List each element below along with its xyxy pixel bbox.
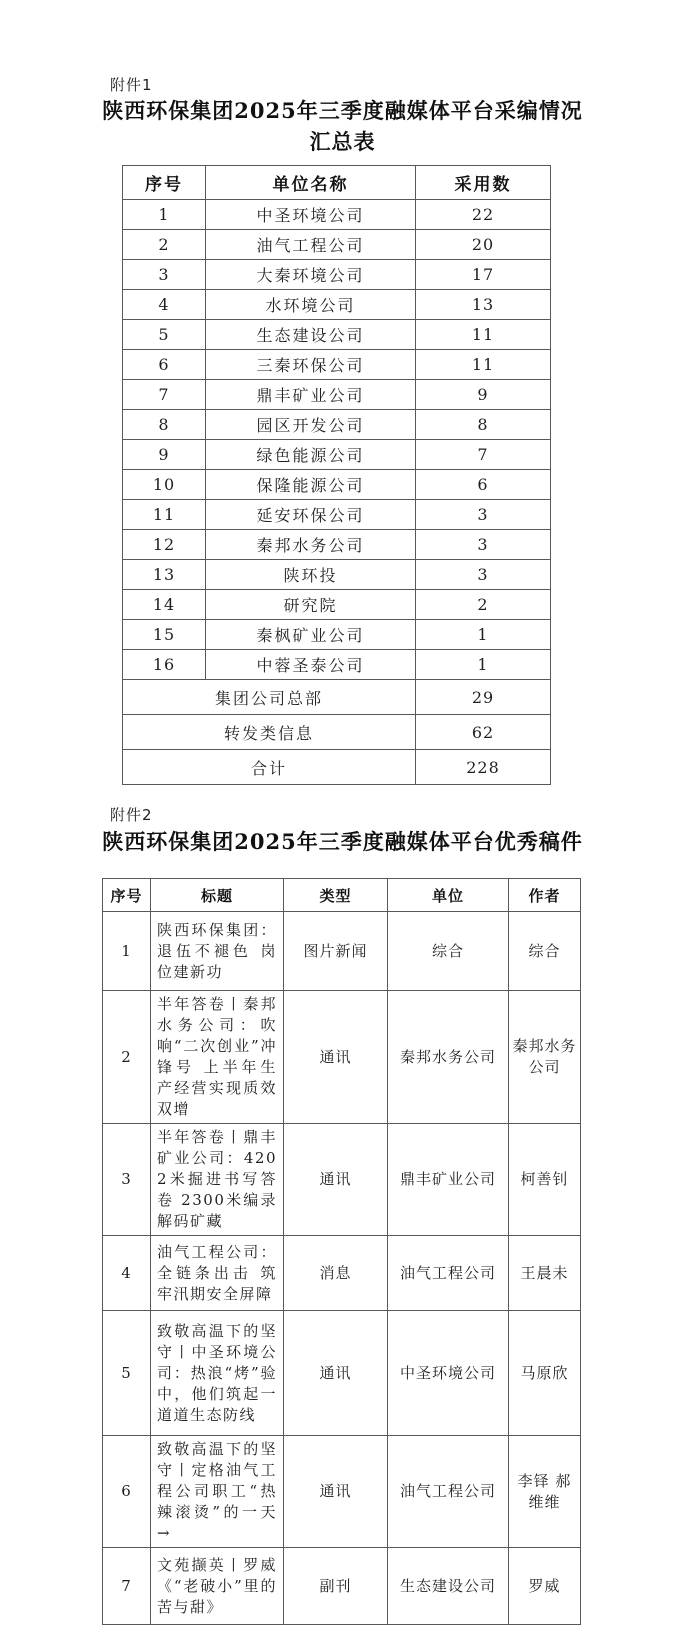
- article-title: 半年答卷丨鼎丰矿业公司：4202米掘进书写答卷 2300米编录解码矿藏: [151, 1124, 284, 1236]
- article-type: 副刊: [284, 1548, 388, 1625]
- adopt-count: 17: [416, 260, 551, 290]
- row-index: 15: [123, 620, 206, 650]
- adopt-count: 228: [416, 750, 551, 785]
- table-row: [103, 1548, 581, 1625]
- adopt-count: 8: [416, 410, 551, 440]
- article-author: 秦邦水务公司: [509, 991, 581, 1124]
- table-row: [103, 1124, 581, 1236]
- summary-label: 转发类信息: [123, 715, 416, 750]
- article-unit: 鼎丰矿业公司: [388, 1124, 509, 1236]
- article-type: 通讯: [284, 991, 388, 1124]
- article-title: 致敬高温下的坚守丨中圣环境公司：热浪“烤”验中，他们筑起一道道生态防线: [151, 1311, 284, 1436]
- table-row: [123, 620, 551, 650]
- row-index: 1: [103, 912, 151, 991]
- adopt-count: 3: [416, 530, 551, 560]
- row-index: 6: [103, 1436, 151, 1548]
- article-author: 马原欣: [509, 1311, 581, 1436]
- article-title: 半年答卷丨秦邦水务公司：吹响“二次创业”冲锋号 上半年生产经营实现质效双增: [151, 991, 284, 1124]
- summary-label: 合计: [123, 750, 416, 785]
- attachment1-title-line2: 汇总表: [309, 129, 376, 154]
- table-row: [123, 470, 551, 500]
- adopt-count: 6: [416, 470, 551, 500]
- article-title: 致敬高温下的坚守丨定格油气工程公司职工“热辣滚烫”的一天→: [151, 1436, 284, 1548]
- table-row: [123, 440, 551, 470]
- row-index: 14: [123, 590, 206, 620]
- table-row: [123, 560, 551, 590]
- article-type: 通讯: [284, 1311, 388, 1436]
- row-index: 7: [123, 380, 206, 410]
- article-title: 油气工程公司：全链条出击 筑牢汛期安全屏障: [151, 1236, 284, 1311]
- unit-name: 延安环保公司: [206, 500, 416, 530]
- unit-name: 中蓉圣泰公司: [206, 650, 416, 680]
- article-author: 罗威: [509, 1548, 581, 1625]
- table-row: [123, 200, 551, 230]
- article-unit: 油气工程公司: [388, 1236, 509, 1311]
- adopt-count: 29: [416, 680, 551, 715]
- table-row: [123, 500, 551, 530]
- article-unit: 秦邦水务公司: [388, 991, 509, 1124]
- table-row: [103, 1311, 581, 1436]
- table-row: [123, 230, 551, 260]
- column-header-unit: 单位名称: [206, 166, 416, 200]
- table-row: [103, 1436, 581, 1548]
- unit-name: 三秦环保公司: [206, 350, 416, 380]
- article-author: 综合: [509, 912, 581, 991]
- unit-name: 大秦环境公司: [206, 260, 416, 290]
- adopt-count: 3: [416, 500, 551, 530]
- adopt-count: 1: [416, 650, 551, 680]
- unit-name: 绿色能源公司: [206, 440, 416, 470]
- unit-name: 研究院: [206, 590, 416, 620]
- table-row: [123, 530, 551, 560]
- adopt-count: 13: [416, 290, 551, 320]
- summary-label: 集团公司总部: [123, 680, 416, 715]
- unit-name: 陕环投: [206, 560, 416, 590]
- table-row: [123, 380, 551, 410]
- article-type: 消息: [284, 1236, 388, 1311]
- adopt-count: 7: [416, 440, 551, 470]
- adopt-count: 2: [416, 590, 551, 620]
- row-index: 7: [103, 1548, 151, 1625]
- column-header-no: 序号: [103, 879, 151, 912]
- summary-row-total: [123, 750, 551, 785]
- column-header-title: 标题: [151, 879, 284, 912]
- table-row: [103, 1236, 581, 1311]
- row-index: 11: [123, 500, 206, 530]
- unit-name: 园区开发公司: [206, 410, 416, 440]
- unit-name: 生态建设公司: [206, 320, 416, 350]
- table-row: [123, 410, 551, 440]
- articles-table-header-row: [103, 879, 581, 912]
- article-author: 李铎 郝维维: [509, 1436, 581, 1548]
- article-unit: 油气工程公司: [388, 1436, 509, 1548]
- row-index: 16: [123, 650, 206, 680]
- summary-table: [122, 165, 551, 785]
- row-index: 1: [123, 200, 206, 230]
- unit-name: 油气工程公司: [206, 230, 416, 260]
- column-header-type: 类型: [284, 879, 388, 912]
- article-unit: 中圣环境公司: [388, 1311, 509, 1436]
- row-index: 13: [123, 560, 206, 590]
- table-row: [103, 912, 581, 991]
- adopt-count: 9: [416, 380, 551, 410]
- table-row: [123, 260, 551, 290]
- row-index: 6: [123, 350, 206, 380]
- column-header-author: 作者: [509, 879, 581, 912]
- attachment1-title-line1: 陕西环保集团2025年三季度融媒体平台采编情况: [102, 98, 583, 123]
- table-row: [103, 991, 581, 1124]
- adopt-count: 11: [416, 320, 551, 350]
- unit-name: 鼎丰矿业公司: [206, 380, 416, 410]
- column-header-count: 采用数: [416, 166, 551, 200]
- row-index: 2: [103, 991, 151, 1124]
- table-row: [123, 590, 551, 620]
- column-header-no: 序号: [123, 166, 206, 200]
- row-index: 3: [123, 260, 206, 290]
- adopt-count: 1: [416, 620, 551, 650]
- row-index: 9: [123, 440, 206, 470]
- row-index: 10: [123, 470, 206, 500]
- articles-table: [102, 878, 581, 1625]
- adopt-count: 62: [416, 715, 551, 750]
- article-author: 柯善钊: [509, 1124, 581, 1236]
- article-type: 图片新闻: [284, 912, 388, 991]
- article-author: 王晨未: [509, 1236, 581, 1311]
- unit-name: 中圣环境公司: [206, 200, 416, 230]
- adopt-count: 3: [416, 560, 551, 590]
- row-index: 2: [123, 230, 206, 260]
- summary-table-header-row: [123, 166, 551, 200]
- row-index: 8: [123, 410, 206, 440]
- unit-name: 保隆能源公司: [206, 470, 416, 500]
- row-index: 4: [103, 1236, 151, 1311]
- article-type: 通讯: [284, 1436, 388, 1548]
- row-index: 5: [123, 320, 206, 350]
- adopt-count: 22: [416, 200, 551, 230]
- adopt-count: 20: [416, 230, 551, 260]
- row-index: 4: [123, 290, 206, 320]
- table-row: [123, 320, 551, 350]
- unit-name: 水环境公司: [206, 290, 416, 320]
- attachment1-label: 附件1: [110, 76, 153, 94]
- attachment1-title: [96, 95, 589, 157]
- attachment2-label: 附件2: [110, 806, 153, 824]
- article-type: 通讯: [284, 1124, 388, 1236]
- summary-row-headquarters: [123, 680, 551, 715]
- row-index: 5: [103, 1311, 151, 1436]
- table-row: [123, 650, 551, 680]
- adopt-count: 11: [416, 350, 551, 380]
- row-index: 3: [103, 1124, 151, 1236]
- article-title: 文苑撷英丨罗威《“老破小”里的苦与甜》: [151, 1548, 284, 1625]
- article-unit: 生态建设公司: [388, 1548, 509, 1625]
- attachment2-title: 陕西环保集团2025年三季度融媒体平台优秀稿件: [102, 829, 583, 854]
- row-index: 12: [123, 530, 206, 560]
- unit-name: 秦邦水务公司: [206, 530, 416, 560]
- table-row: [123, 350, 551, 380]
- summary-row-reposts: [123, 715, 551, 750]
- table-row: [123, 290, 551, 320]
- article-unit: 综合: [388, 912, 509, 991]
- unit-name: 秦枫矿业公司: [206, 620, 416, 650]
- column-header-unit: 单位: [388, 879, 509, 912]
- article-title: 陕西环保集团：退伍不褪色 岗位建新功: [151, 912, 284, 991]
